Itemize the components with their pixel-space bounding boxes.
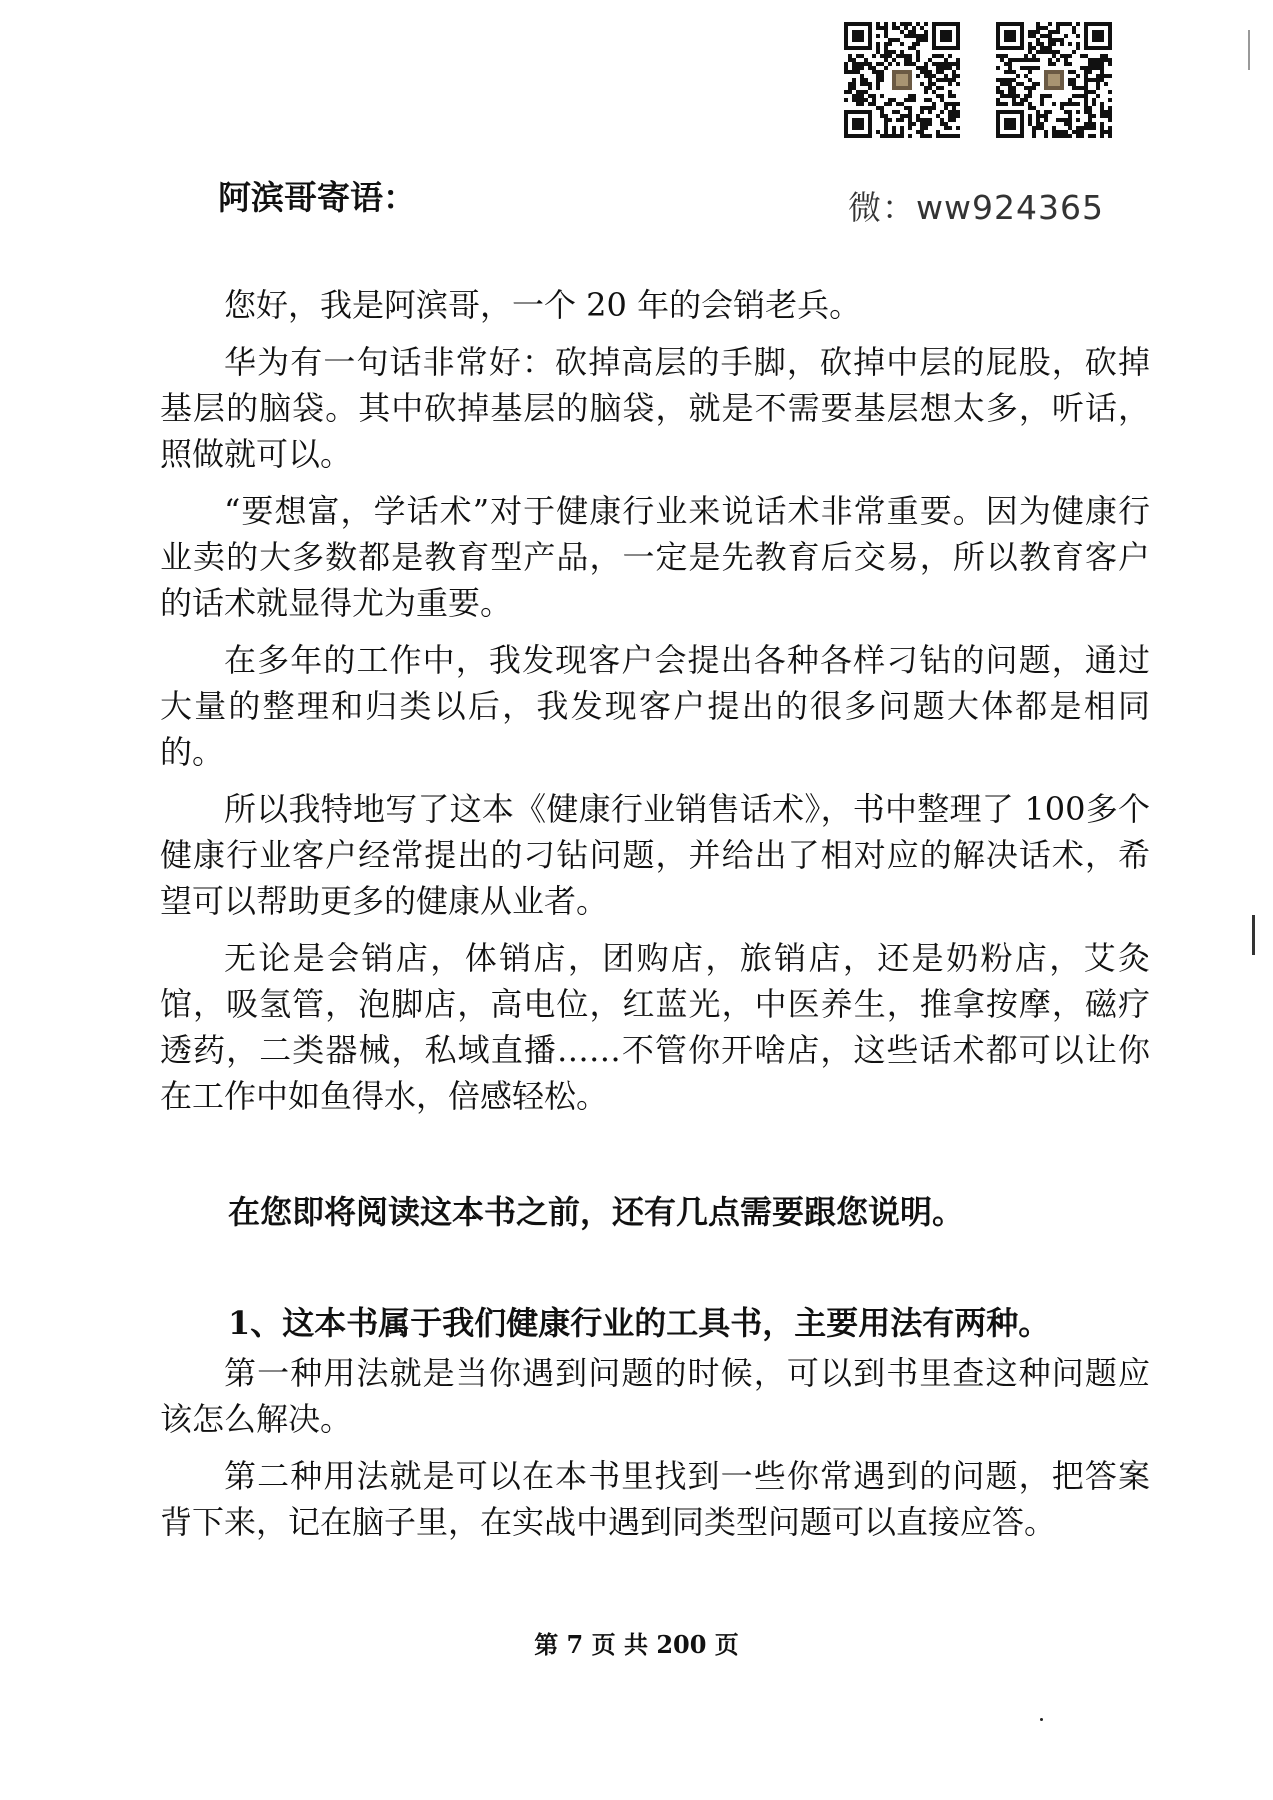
paragraph: 第一种用法就是当你遇到问题的时候，可以到书里查这种问题应该怎么解决。 — [160, 1354, 1150, 1438]
paragraph: 华为有一句话非常好：砍掉高层的手脚，砍掉中层的屁股，砍掉基层的脑袋。其中砍掉基层的脑袋，就是不需要基层想太多，听话，照做就可以。 — [160, 343, 1150, 473]
paragraph: 在多年的工作中，我发现客户会提出各种各样刁钻的问题，通过大量的整理和归类以后，我发现客户提出的很多问题大体都是相同的。 — [160, 641, 1150, 771]
usage-heading: 1、这本书属于我们健康行业的工具书，主要用法有两种。 — [228, 1304, 1051, 1342]
scan-edge-mark — [1252, 915, 1255, 955]
usage-body — [160, 1350, 1150, 1556]
paragraph: 所以我特地写了这本《健康行业销售话术》，书中整理了 100多个健康行业客户经常提出的刁钻问题，并给出了相对应的解决话术，希望可以帮助更多的健康从业者。 — [160, 790, 1150, 920]
greeting-heading: 阿滨哥寄语： — [218, 178, 416, 217]
paragraph: 无论是会销店，体销店，团购店，旅销店，还是奶粉店，艾灸馆，吸氢管，泡脚店，高电位，红蓝光，中医养生，推拿按摩，磁疗透药，二类器械，私域直播……不管你开啥店，这些话术都可以让你在工作中如鱼得水，倍感轻松。 — [160, 939, 1150, 1115]
paragraph: 第二种用法就是可以在本书里找到一些你常遇到的问题，把答案背下来，记在脑子里，在实战中遇到同类型问题可以直接应答。 — [160, 1457, 1150, 1541]
paragraph: “要想富，学话术”对于健康行业来说话术非常重要。因为健康行业卖的大多数都是教育型产品，一定是先教育后交易，所以教育客户的话术就显得尤为重要。 — [160, 492, 1150, 622]
scan-edge-mark — [1248, 30, 1250, 70]
note-heading: 在您即将阅读这本书之前，还有几点需要跟您说明。 — [228, 1193, 965, 1231]
scan-speck — [1040, 1718, 1043, 1721]
intro-body — [160, 282, 1150, 1130]
paragraph: 您好，我是阿滨哥，一个 20 年的会销老兵。 — [224, 286, 862, 324]
page-footer: 第 7 页 共 200 页 — [534, 1630, 739, 1659]
qr-code-icon — [996, 22, 1112, 138]
qr-code-icon — [844, 22, 960, 138]
wechat-contact: 微：ww924365 — [848, 188, 1104, 227]
